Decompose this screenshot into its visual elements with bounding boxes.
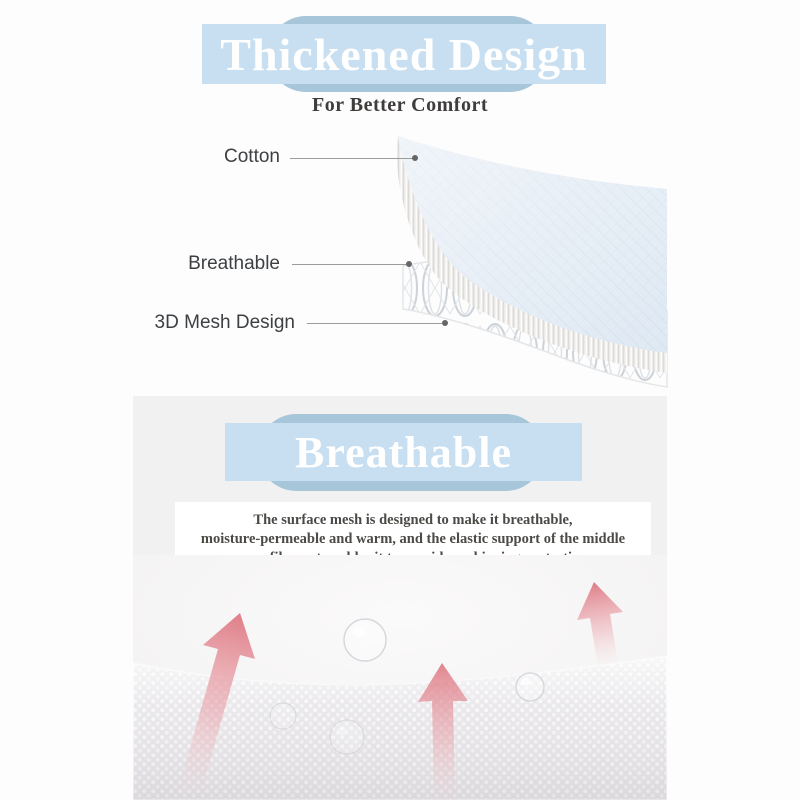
callout-dot-3d-mesh (442, 320, 448, 326)
water-droplet-icon (516, 673, 544, 701)
breathable-mesh-photo (133, 555, 667, 800)
callout-label-cotton: Cotton (224, 146, 280, 167)
callout-line-breathable (292, 264, 406, 265)
callout-dot-breathable (406, 261, 412, 267)
water-droplet-icon (344, 619, 386, 661)
breathable-banner (225, 423, 582, 481)
thickened-banner-title: Thickened Design (220, 28, 588, 80)
subtitle: For Better Comfort (312, 94, 488, 116)
water-droplet-icon (330, 720, 364, 754)
thickened-banner (202, 24, 606, 84)
callout-dot-cotton (412, 155, 418, 161)
callout-line-cotton (290, 158, 413, 159)
callout-label-3d-mesh: 3D Mesh Design (154, 312, 295, 333)
description-line: moisture-permeable and warm, and the elastic support of the middle (200, 531, 626, 547)
breathable-banner-title: Breathable (295, 427, 512, 477)
callout-label-breathable: Breathable (188, 253, 280, 274)
description-line: The surface mesh is designed to make it breathable, (253, 512, 573, 528)
callout-line-3d-mesh (307, 323, 442, 324)
water-droplet-icon (270, 703, 296, 729)
